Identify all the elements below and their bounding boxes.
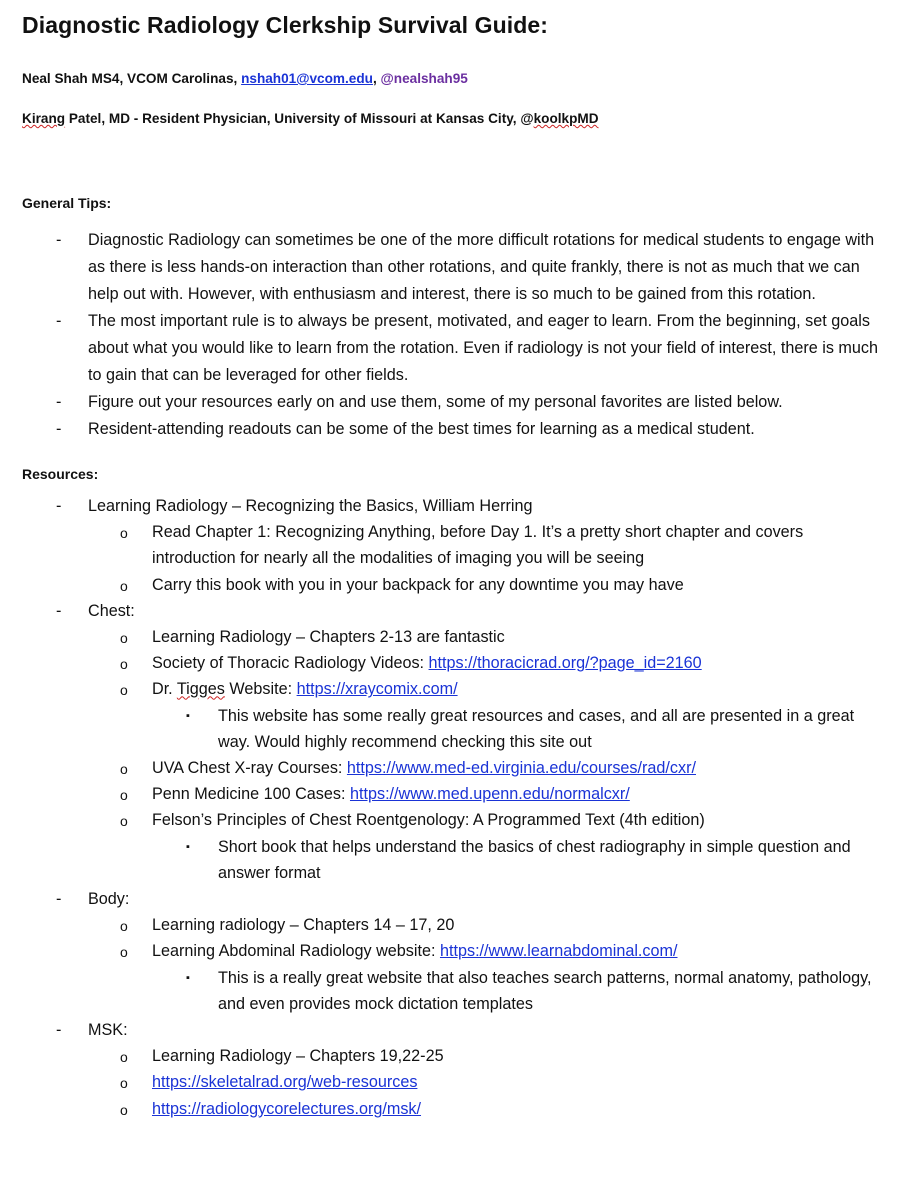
msk-item	[22, 1069, 883, 1095]
resources-heading: Resources:	[22, 466, 99, 482]
dash-bullet: -	[56, 1021, 62, 1040]
chest-item	[22, 807, 883, 833]
square-bullet: ▪	[186, 840, 190, 853]
dash-bullet: -	[56, 312, 62, 330]
circle-bullet: o	[120, 1101, 128, 1118]
body-item	[22, 912, 883, 938]
learnabdominal-link[interactable]: https://www.learnabdominal.com/	[439, 942, 678, 961]
chest-item	[22, 650, 883, 676]
circle-bullet: o	[120, 1075, 128, 1092]
abd-label: Learning Abdominal Radiology website:	[152, 942, 440, 961]
body-label: Body:	[88, 890, 130, 909]
circle-bullet: o	[120, 1049, 128, 1066]
tip-text: The most important rule is to always be present, motivated, and eager to learn. From the beginning, set goals about what you would like to learn from the rotation. Even if radiology is not your field of interest, there is much to gain that can be leveraged for other fields.	[88, 312, 879, 384]
uva-link[interactable]: https://www.med-ed.virginia.edu/courses/rad/cxr/	[346, 759, 696, 778]
msk-item	[22, 1043, 883, 1069]
thoracicrad-link[interactable]: https://thoracicrad.org/?page_id=2160	[428, 654, 702, 673]
felson-text: Felson’s Principles of Chest Roentgenology: A Programmed Text (4th edition)	[152, 811, 705, 830]
circle-bullet: o	[120, 813, 128, 830]
felson-note-text: Short book that helps understand the basics of chest radiography in simple question and answer format	[218, 837, 851, 882]
circle-bullet: o	[120, 630, 128, 647]
msk-item	[22, 1096, 883, 1122]
body-item	[22, 938, 883, 964]
tip-item	[22, 416, 883, 443]
tigges-prefix: Dr.	[152, 680, 177, 699]
dash-bullet: -	[56, 601, 62, 620]
tigges-note-text: This website has some really great resources and cases, and all are presented in a great way. Would highly recommend checking this site out	[218, 706, 855, 751]
radiologycorelectures-link[interactable]: https://radiologycorelectures.org/msk/	[152, 1099, 422, 1118]
author-1-text: Neal Shah MS4, VCOM Carolinas,	[22, 71, 242, 86]
tip-text: Diagnostic Radiology can sometimes be one of the more difficult rotations for medical students to engage with as there is less hands-on interaction than other rotations, and quite frankly, there is not as much that we can help out with. However, with enthusiasm and interest, there is so much to be gained from this rotation.	[88, 231, 875, 303]
resource-book	[22, 493, 883, 519]
circle-bullet: o	[120, 577, 128, 594]
book-note	[22, 519, 883, 571]
circle-bullet: o	[120, 761, 128, 778]
general-tips-heading: General Tips:	[22, 195, 112, 211]
xraycomix-link[interactable]: https://xraycomix.com/	[296, 680, 458, 699]
abd-note	[22, 965, 883, 1017]
book-note-text: Carry this book with you in your backpack for any downtime you may have	[152, 575, 684, 594]
felson-note	[22, 834, 883, 886]
circle-bullet: o	[120, 787, 128, 804]
square-bullet: ▪	[186, 709, 190, 722]
msk-lr-text: Learning Radiology – Chapters 19,22-25	[152, 1047, 444, 1066]
circle-bullet: o	[120, 656, 128, 673]
tip-item	[22, 227, 883, 308]
chest-item	[22, 676, 883, 702]
tigges-note	[22, 703, 883, 755]
penn-label: Penn Medicine 100 Cases:	[152, 785, 350, 804]
author-1-handle[interactable]: @nealshah95	[380, 71, 468, 86]
circle-bullet: o	[120, 944, 128, 961]
resource-msk	[22, 1017, 883, 1043]
book-title: Learning Radiology – Recognizing the Basics, William Herring	[88, 497, 533, 515]
tigges-name: Tigges	[176, 680, 225, 699]
penn-link[interactable]: https://www.med.upenn.edu/normalcxr/	[349, 785, 630, 804]
author-line-1	[22, 70, 883, 88]
tip-text: Figure out your resources early on and use them, some of my personal favorites are listed below.	[88, 393, 783, 411]
abd-note-text: This is a really great website that also teaches search patterns, normal anatomy, pathology, and even provides mock dictation templates	[218, 968, 872, 1013]
general-tips-list	[22, 227, 883, 443]
chest-item	[22, 755, 883, 781]
circle-bullet: o	[120, 918, 128, 935]
square-bullet: ▪	[186, 971, 190, 984]
chest-item	[22, 624, 883, 650]
tip-text: Resident-attending readouts can be some of the best times for learning as a medical student.	[88, 420, 755, 438]
author-2-text: Patel, MD - Resident Physician, University of Missouri at Kansas City, @	[65, 111, 534, 126]
chest-str-label: Society of Thoracic Radiology Videos:	[152, 654, 429, 673]
resource-body	[22, 886, 883, 912]
book-note-text: Read Chapter 1: Recognizing Anything, before Day 1. It’s a pretty short chapter and covers introduction for nearly all the modalities of imaging you will be seeing	[152, 523, 804, 568]
author-2-name-misspelled: Kirang	[22, 111, 66, 126]
author-1-email-link[interactable]: nshah01@vcom.edu	[241, 71, 373, 86]
book-note	[22, 572, 883, 598]
dash-bullet: -	[56, 231, 62, 249]
resources-list	[22, 493, 883, 1122]
chest-item	[22, 781, 883, 807]
author-2-handle: koolkpMD	[533, 111, 599, 126]
body-lr-text: Learning radiology – Chapters 14 – 17, 20	[152, 916, 455, 935]
dash-bullet: -	[56, 393, 62, 411]
author-1-separator: ,	[372, 71, 381, 86]
dash-bullet: -	[56, 497, 62, 515]
tip-item	[22, 389, 883, 416]
uva-label: UVA Chest X-ray Courses:	[152, 759, 347, 778]
dash-bullet: -	[56, 890, 62, 909]
circle-bullet: o	[120, 525, 128, 542]
msk-label: MSK:	[88, 1021, 128, 1040]
document-title: Diagnostic Radiology Clerkship Survival Guide:	[22, 12, 549, 38]
chest-label: Chest:	[88, 601, 135, 620]
chest-lr-text: Learning Radiology – Chapters 2-13 are fantastic	[152, 628, 505, 647]
dash-bullet: -	[56, 420, 62, 438]
tigges-label: Website:	[224, 680, 297, 699]
tip-item	[22, 308, 883, 389]
resource-chest	[22, 598, 883, 624]
author-line-2	[22, 110, 883, 128]
circle-bullet: o	[120, 682, 128, 699]
skeletalrad-link[interactable]: https://skeletalrad.org/web-resources	[152, 1073, 418, 1092]
